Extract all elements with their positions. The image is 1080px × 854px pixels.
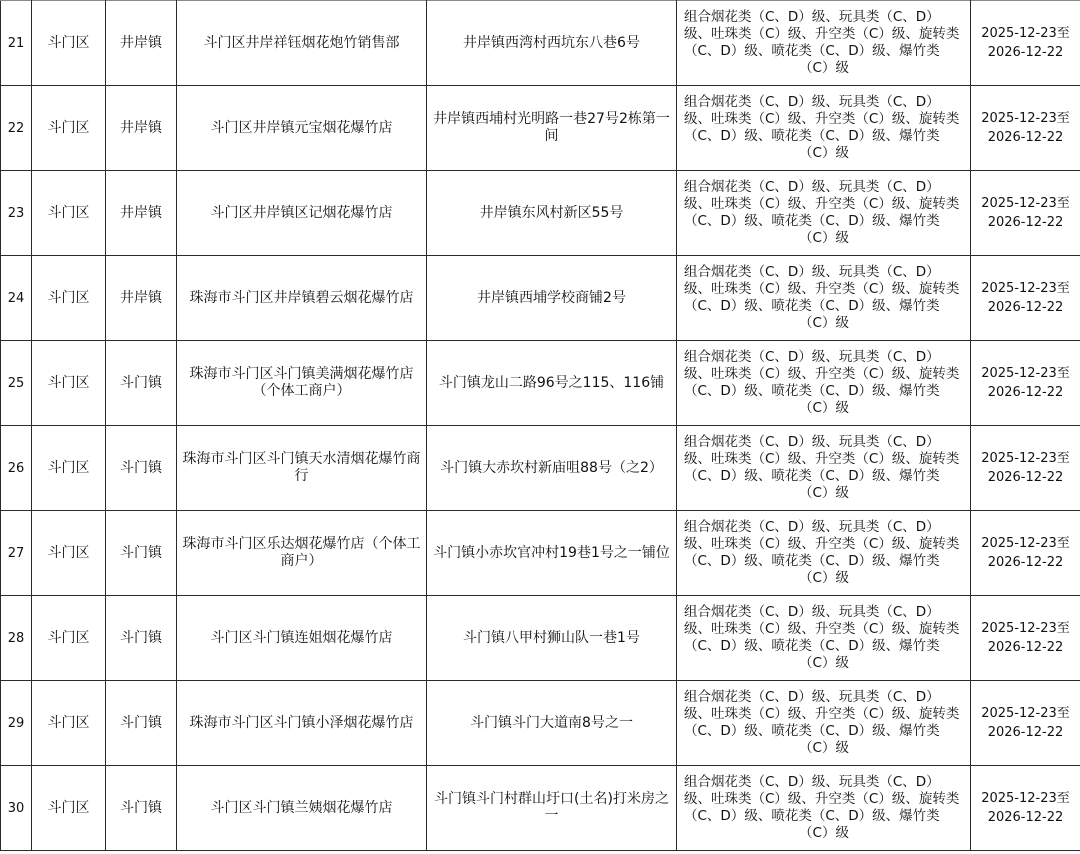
table-row	[1, 766, 1080, 851]
valid-to: 2026-12-22	[987, 725, 1064, 740]
district-cell: 斗门区	[32, 256, 106, 341]
table-row	[1, 596, 1080, 681]
valid-to: 2026-12-22	[987, 215, 1064, 230]
valid-from: 2025-12-23至	[981, 706, 1070, 721]
validity-cell	[971, 766, 1080, 851]
store-name-cell: 珠海市斗门区井岸镇碧云烟花爆竹店	[177, 256, 427, 341]
store-name-cell: 斗门区斗门镇连姐烟花爆竹店	[177, 596, 427, 681]
row-number-cell: 22	[1, 86, 32, 171]
valid-to: 2026-12-22	[987, 130, 1064, 145]
store-name-cell: 斗门区井岸祥钰烟花炮竹销售部	[177, 1, 427, 86]
store-name-cell: 斗门区井岸镇区记烟花爆竹店	[177, 171, 427, 256]
row-number-cell: 29	[1, 681, 32, 766]
store-name-cell: 斗门区井岸镇元宝烟花爆竹店	[177, 86, 427, 171]
district-cell: 斗门区	[32, 341, 106, 426]
address-cell: 井岸镇西埔村光明路一巷27号2栋第一间	[427, 86, 677, 171]
store-name-cell: 珠海市斗门区乐达烟花爆竹店（个体工商户）	[177, 511, 427, 596]
table-row	[1, 256, 1080, 341]
valid-from: 2025-12-23至	[981, 791, 1070, 806]
valid-to: 2026-12-22	[987, 810, 1064, 825]
town-cell: 斗门镇	[106, 511, 177, 596]
district-cell: 斗门区	[32, 171, 106, 256]
row-number-cell: 26	[1, 426, 32, 511]
validity-cell	[971, 171, 1080, 256]
permit-table-body	[1, 1, 1080, 851]
row-number-cell: 27	[1, 511, 32, 596]
valid-to: 2026-12-22	[987, 45, 1064, 60]
valid-from: 2025-12-23至	[981, 281, 1070, 296]
valid-from: 2025-12-23至	[981, 366, 1070, 381]
valid-to: 2026-12-22	[987, 385, 1064, 400]
table-row	[1, 341, 1080, 426]
category-cell: 组合烟花类（C、D）级、玩具类（C、D）级、吐珠类（C）级、升空类（C）级、旋转类（C、D）级、喷花类（C、D）级、爆竹类（C）级	[677, 1, 971, 86]
district-cell: 斗门区	[32, 511, 106, 596]
valid-from: 2025-12-23至	[981, 451, 1070, 466]
valid-to: 2026-12-22	[987, 555, 1064, 570]
valid-from: 2025-12-23至	[981, 196, 1070, 211]
address-cell: 井岸镇西湾村西坑东八巷6号	[427, 1, 677, 86]
valid-to: 2026-12-22	[987, 470, 1064, 485]
category-cell: 组合烟花类（C、D）级、玩具类（C、D）级、吐珠类（C）级、升空类（C）级、旋转类（C、D）级、喷花类（C、D）级、爆竹类（C）级	[677, 596, 971, 681]
address-cell: 斗门镇龙山二路96号之115、116铺	[427, 341, 677, 426]
valid-from: 2025-12-23至	[981, 536, 1070, 551]
validity-cell	[971, 341, 1080, 426]
validity-cell	[971, 86, 1080, 171]
town-cell: 井岸镇	[106, 171, 177, 256]
district-cell: 斗门区	[32, 596, 106, 681]
valid-from: 2025-12-23至	[981, 111, 1070, 126]
validity-cell	[971, 1, 1080, 86]
validity-cell	[971, 426, 1080, 511]
address-cell: 斗门镇八甲村狮山队一巷1号	[427, 596, 677, 681]
town-cell: 井岸镇	[106, 86, 177, 171]
district-cell: 斗门区	[32, 766, 106, 851]
valid-to: 2026-12-22	[987, 300, 1064, 315]
table-row	[1, 1, 1080, 86]
category-cell: 组合烟花类（C、D）级、玩具类（C、D）级、吐珠类（C）级、升空类（C）级、旋转类（C、D）级、喷花类（C、D）级、爆竹类（C）级	[677, 341, 971, 426]
store-name-cell: 珠海市斗门区斗门镇小泽烟花爆竹店	[177, 681, 427, 766]
row-number-cell: 21	[1, 1, 32, 86]
town-cell: 斗门镇	[106, 426, 177, 511]
validity-cell	[971, 596, 1080, 681]
validity-cell	[971, 511, 1080, 596]
town-cell: 斗门镇	[106, 766, 177, 851]
category-cell: 组合烟花类（C、D）级、玩具类（C、D）级、吐珠类（C）级、升空类（C）级、旋转类（C、D）级、喷花类（C、D）级、爆竹类（C）级	[677, 86, 971, 171]
address-cell: 井岸镇西埔学校商铺2号	[427, 256, 677, 341]
address-cell: 斗门镇大赤坎村新庙咀88号（之2）	[427, 426, 677, 511]
row-number-cell: 28	[1, 596, 32, 681]
row-number-cell: 24	[1, 256, 32, 341]
store-name-cell: 珠海市斗门区斗门镇美满烟花爆竹店（个体工商户）	[177, 341, 427, 426]
validity-cell	[971, 681, 1080, 766]
row-number-cell: 23	[1, 171, 32, 256]
category-cell: 组合烟花类（C、D）级、玩具类（C、D）级、吐珠类（C）级、升空类（C）级、旋转类（C、D）级、喷花类（C、D）级、爆竹类（C）级	[677, 766, 971, 851]
category-cell: 组合烟花类（C、D）级、玩具类（C、D）级、吐珠类（C）级、升空类（C）级、旋转类（C、D）级、喷花类（C、D）级、爆竹类（C）级	[677, 426, 971, 511]
table-row	[1, 171, 1080, 256]
row-number-cell: 25	[1, 341, 32, 426]
address-cell: 斗门镇斗门大道南8号之一	[427, 681, 677, 766]
address-cell: 井岸镇东风村新区55号	[427, 171, 677, 256]
district-cell: 斗门区	[32, 681, 106, 766]
row-number-cell: 30	[1, 766, 32, 851]
category-cell: 组合烟花类（C、D）级、玩具类（C、D）级、吐珠类（C）级、升空类（C）级、旋转类（C、D）级、喷花类（C、D）级、爆竹类（C）级	[677, 681, 971, 766]
store-name-cell: 斗门区斗门镇兰姨烟花爆竹店	[177, 766, 427, 851]
valid-to: 2026-12-22	[987, 640, 1064, 655]
town-cell: 斗门镇	[106, 681, 177, 766]
category-cell: 组合烟花类（C、D）级、玩具类（C、D）级、吐珠类（C）级、升空类（C）级、旋转类（C、D）级、喷花类（C、D）级、爆竹类（C）级	[677, 171, 971, 256]
table-row	[1, 86, 1080, 171]
table-row	[1, 511, 1080, 596]
table-row	[1, 681, 1080, 766]
category-cell: 组合烟花类（C、D）级、玩具类（C、D）级、吐珠类（C）级、升空类（C）级、旋转类（C、D）级、喷花类（C、D）级、爆竹类（C）级	[677, 256, 971, 341]
town-cell: 井岸镇	[106, 256, 177, 341]
category-cell: 组合烟花类（C、D）级、玩具类（C、D）级、吐珠类（C）级、升空类（C）级、旋转类（C、D）级、喷花类（C、D）级、爆竹类（C）级	[677, 511, 971, 596]
address-cell: 斗门镇斗门村群山圩口(土名)打米房之一	[427, 766, 677, 851]
valid-from: 2025-12-23至	[981, 621, 1070, 636]
district-cell: 斗门区	[32, 1, 106, 86]
address-cell: 斗门镇小赤坎官冲村19巷1号之一铺位	[427, 511, 677, 596]
town-cell: 斗门镇	[106, 341, 177, 426]
district-cell: 斗门区	[32, 426, 106, 511]
valid-from: 2025-12-23至	[981, 26, 1070, 41]
table-row	[1, 426, 1080, 511]
validity-cell	[971, 256, 1080, 341]
town-cell: 斗门镇	[106, 596, 177, 681]
town-cell: 井岸镇	[106, 1, 177, 86]
store-name-cell: 珠海市斗门区斗门镇天水清烟花爆竹商行	[177, 426, 427, 511]
district-cell: 斗门区	[32, 86, 106, 171]
